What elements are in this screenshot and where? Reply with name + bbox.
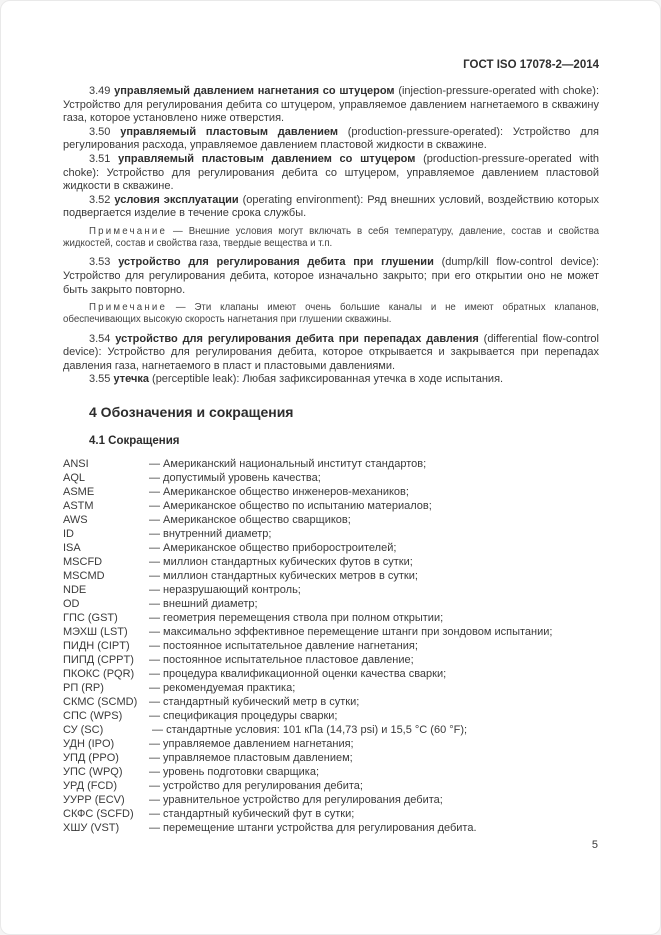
abbreviation-row — [63, 499, 599, 513]
abbreviation-term: СПС (WPS) — [63, 709, 123, 722]
abbreviation-row — [63, 485, 599, 499]
definition-body: Устройство для регулирования дебита, которое изначально закрыто; при его открытии оно не может быть закрыто повторно. — [63, 269, 599, 296]
abbreviation-term: MSCMD — [63, 569, 105, 582]
abbreviation-row — [63, 765, 599, 779]
abbreviation-row — [63, 807, 599, 821]
abbreviation-definition: — управляемое давлением нагнетания; — [149, 737, 354, 750]
definition-body: Устройство для регулирования дебита, которое открывается и закрывается при перепадах давления газа, нагнетаемого в пласт и пластовыми давлениями. — [63, 346, 600, 372]
abbreviation-row — [63, 597, 599, 611]
definition-paragraph — [63, 373, 599, 387]
note-label: Примечание — [89, 302, 168, 314]
abbreviation-row — [63, 527, 599, 541]
abbreviation-term: ANSI — [63, 457, 89, 470]
definition-paragraph — [63, 153, 599, 194]
abbreviation-definition: — геометрия перемещения ствола при полном открытии; — [149, 611, 444, 624]
abbreviation-row — [63, 667, 599, 681]
abbreviation-row — [63, 709, 599, 723]
abbreviation-definition: — миллион стандартных кубических метров в сутки; — [149, 569, 418, 582]
abbreviation-definition: — постоянное испытательное пластовое давление; — [149, 653, 414, 666]
definition-number: 3.49 — [89, 85, 115, 97]
definition-body: Ряд внешних условий, воздействию которых подвергается изделие в течение срока службы. — [63, 193, 600, 220]
section-heading: 4 Обозначения и сокращения — [89, 403, 294, 420]
abbreviation-term: ХШУ (VST) — [63, 821, 120, 834]
definition-term: управляемый давлением нагнетания со штуцером — [114, 85, 395, 97]
definition-term: устройство для регулирования дебита при глушении — [118, 256, 434, 269]
definition-number: 3.50 — [89, 125, 121, 138]
definition-english-term: (production-pressure-operated with choke): — [63, 152, 599, 179]
page-header: ГОСТ ISO 17078-2—2014 — [463, 59, 599, 71]
abbreviation-definition: — стандартный кубический фут в сутки; — [149, 807, 355, 820]
abbreviation-definition: — Американское общество инженеров-механиков; — [149, 485, 409, 498]
note-body: — Внешние условия могут включать в себя температуру, давление, состав и свойства жидкостей, состав и свойства газа, твердые вещества и т.п. — [63, 225, 599, 250]
definition-paragraph — [63, 85, 599, 126]
abbreviation-definition: — внешний диаметр; — [149, 597, 258, 610]
definition-body: Устройство для регулирования дебита со штуцером, управляемое давлением нагнетаемого в скважину газа, которое установлено ниже отверстия. — [63, 98, 599, 125]
abbreviation-definition: — неразрушающий контроль; — [149, 583, 301, 596]
abbreviation-row — [63, 583, 599, 597]
abbreviation-row — [63, 457, 599, 471]
abbreviation-definition: — рекомендуемая практика; — [149, 681, 296, 694]
definition-number: 3.51 — [89, 152, 119, 165]
definition-paragraph — [63, 126, 599, 153]
abbreviation-row — [63, 569, 599, 583]
note-label: Примечание — [89, 225, 168, 237]
definition-term: условия эксплуатации — [114, 193, 239, 206]
definition-term: утечка — [113, 373, 149, 386]
definition-paragraph — [63, 333, 599, 374]
abbreviation-term: AWS — [63, 513, 88, 526]
abbreviation-term: СКФС (SCFD) — [63, 807, 134, 820]
abbreviation-term: УПС (WPQ) — [63, 765, 123, 778]
abbreviation-row — [63, 695, 599, 709]
definition-body: Устройство для регулирования дебита со штуцером, управляемое давлением пластовой жидкости в скважине. — [63, 166, 599, 193]
note-paragraph — [63, 302, 599, 326]
abbreviation-row — [63, 639, 599, 653]
abbreviation-term: ГПС (GST) — [63, 611, 118, 624]
abbreviation-term: MSCFD — [63, 555, 103, 568]
abbreviation-definition: — спецификация процедуры сварки; — [149, 709, 338, 722]
abbreviation-term: УУРР (ECV) — [63, 793, 125, 806]
definition-number: 3.53 — [89, 256, 119, 269]
abbreviation-definition: — стандартные условия: 101 кПа (14,73 psi) и 15,5 °C (60 °F); — [149, 723, 468, 736]
abbreviation-row — [63, 737, 599, 751]
definition-paragraph — [63, 194, 599, 221]
abbreviation-definition: — допустимый уровень качества; — [149, 471, 321, 484]
abbreviation-row — [63, 611, 599, 625]
abbreviation-definition: — Американское общество сварщиков; — [149, 513, 351, 526]
abbreviation-definition: — процедура квалификационной оценки качества сварки; — [149, 667, 447, 680]
abbreviation-row — [63, 625, 599, 639]
abbreviation-term: ASME — [63, 485, 95, 498]
abbreviation-term: УРД (FCD) — [63, 779, 118, 792]
note-paragraph — [63, 226, 599, 250]
definition-term: устройство для регулирования дебита при перепадах давления — [115, 332, 479, 345]
abbreviation-definition: — устройство для регулирования дебита; — [149, 779, 363, 792]
abbreviation-definition: — внутренний диаметр; — [149, 527, 272, 540]
abbreviation-definition: — постоянное испытательное давление нагнетания; — [149, 639, 418, 652]
definition-body: Любая зафиксированная утечка в ходе испытания. — [242, 373, 504, 386]
abbreviation-row — [63, 821, 599, 835]
abbreviation-definition: — стандартный кубический метр в сутки; — [149, 695, 360, 708]
abbreviations-body — [63, 457, 599, 835]
definition-english-term: (operating environment): — [238, 193, 368, 206]
definition-english-term: (perceptible leak): — [148, 373, 243, 386]
definition-number: 3.52 — [89, 193, 115, 206]
abbreviation-row — [63, 513, 599, 527]
abbreviation-term: УДН (IPO) — [63, 737, 115, 750]
abbreviation-definition: — перемещение штанги устройства для регулирования дебита. — [149, 821, 477, 834]
abbreviation-definition: — управляемое пластовым давлением; — [149, 751, 353, 764]
abbreviation-term: ПКОКС (PQR) — [63, 667, 135, 680]
terms-and-definitions-section — [63, 85, 599, 835]
note-body: — Эти клапаны имеют очень большие каналы и не имеют обратных клапанов, обеспечивающих высокую скорость нагнетания при глушении скважины. — [63, 302, 599, 326]
abbreviation-definition: — Американское общество приборостроителей; — [149, 541, 397, 554]
abbreviation-term: AQL — [63, 471, 86, 484]
definition-body: Устройство для регулирования расхода, управляемое давлением пластовой жидкости в скважине. — [63, 125, 599, 152]
definition-english-term: (differential flow-control device): — [63, 332, 599, 359]
abbreviation-definition: — уровень подготовки сварщика; — [149, 765, 320, 778]
abbreviation-term: РП (RP) — [63, 681, 104, 694]
abbreviation-row — [63, 541, 599, 555]
abbreviation-definition: — максимально эффективное перемещение штанги при зондовом испытании; — [149, 625, 553, 638]
abbreviation-definition: — Американское общество по испытанию материалов; — [149, 499, 432, 512]
abbreviation-term: ISA — [63, 541, 81, 554]
subsection-heading: 4.1 Сокращения — [89, 434, 180, 447]
abbreviation-term: УПД (PPO) — [63, 751, 119, 764]
abbreviation-term: ПИДН (CIPT) — [63, 639, 130, 652]
definition-english-term: (injection-pressure-operated with choke): — [394, 85, 599, 97]
abbreviation-term: ПИПД (CPPT) — [63, 653, 134, 666]
abbreviation-row — [63, 555, 599, 569]
abbreviation-definition: — Американский национальный институт стандартов; — [149, 457, 427, 470]
definition-number: 3.55 — [89, 373, 114, 386]
definition-term: управляемый пластовым давлением — [120, 125, 338, 138]
definition-paragraph — [63, 256, 599, 297]
abbreviation-row — [63, 471, 599, 485]
abbreviation-row — [63, 681, 599, 695]
definitions-container — [63, 85, 599, 387]
abbreviation-definition: — миллион стандартных кубических футов в сутки; — [149, 555, 413, 568]
abbreviation-term: NDE — [63, 583, 87, 596]
abbreviation-row — [63, 779, 599, 793]
abbreviation-definition: — уравнительное устройство для регулирования дебита; — [149, 793, 443, 806]
definition-term: управляемый пластовым давлением со штуцером — [118, 152, 416, 165]
abbreviation-term: МЭХШ (LST) — [63, 625, 128, 638]
abbreviation-row — [63, 751, 599, 765]
abbreviation-term: ID — [63, 527, 74, 540]
abbreviation-term: OD — [63, 597, 80, 610]
page-number: 5 — [591, 839, 598, 851]
abbreviation-row — [63, 793, 599, 807]
abbreviation-term: СКМС (SCMD) — [63, 695, 138, 708]
abbreviation-term: ASTM — [63, 499, 94, 512]
definition-number: 3.54 — [89, 332, 116, 345]
abbreviation-row — [63, 653, 599, 667]
abbreviation-term: СУ (SC) — [63, 723, 104, 736]
definition-english-term: (production-pressure-operated): — [337, 125, 513, 138]
definition-english-term: (dump/kill flow-control device): — [433, 256, 599, 269]
abbreviations-list — [63, 457, 599, 835]
abbreviation-row — [63, 723, 599, 737]
